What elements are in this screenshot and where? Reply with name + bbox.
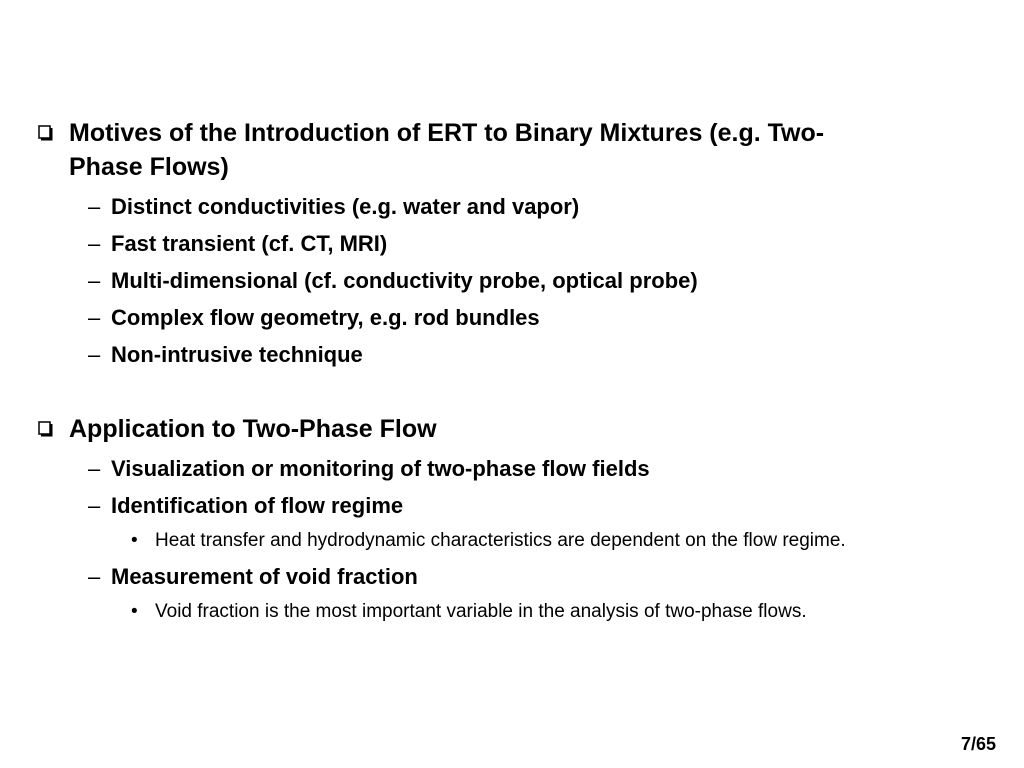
list-item — [0, 487, 1024, 524]
list-item — [0, 262, 1024, 299]
sub-list-item-text: Heat transfer and hydrodynamic characteristics are dependent on the flow regime. — [155, 530, 846, 551]
dash-bullet: – — [88, 305, 101, 330]
page-number: 7/65 — [960, 734, 996, 754]
list-item-text: Measurement of void fraction — [111, 564, 418, 589]
sub-list-item-text: Void fraction is the most important variable in the analysis of two-phase flows. — [155, 601, 807, 622]
list-item-text: Distinct conductivities (e.g. water and vapor) — [111, 194, 580, 219]
list-item — [0, 336, 1024, 373]
heading-text: Application to Two-Phase Flow — [69, 415, 437, 443]
dash-bullet: – — [88, 564, 101, 589]
dash-bullet: – — [88, 231, 101, 256]
dash-bullet: – — [88, 342, 101, 367]
dash-bullet: – — [88, 194, 101, 219]
list-item — [0, 299, 1024, 336]
section-motives — [0, 116, 1024, 373]
heading-line-2: Phase Flows) — [69, 153, 229, 181]
section-application — [0, 412, 1024, 629]
list-item — [0, 225, 1024, 262]
list-item-text: Non-intrusive technique — [111, 342, 363, 367]
list-item — [0, 558, 1024, 595]
list-item — [0, 188, 1024, 225]
heading-line-1: Motives of the Introduction of ERT to Binary Mixtures (e.g. Two- — [69, 119, 825, 147]
dash-bullet: – — [88, 456, 101, 481]
dash-bullet: – — [88, 493, 101, 518]
list-item — [0, 450, 1024, 487]
section-heading — [0, 116, 949, 184]
dash-bullet: – — [88, 268, 101, 293]
dot-bullet: • — [131, 601, 138, 622]
list-item-text: Visualization or monitoring of two-phase flow fields — [111, 456, 650, 481]
checkbox-bullet-icon — [38, 421, 54, 437]
section-heading — [0, 412, 949, 446]
dot-bullet: • — [131, 530, 138, 551]
list-item-text: Identification of flow regime — [111, 493, 404, 518]
checkbox-bullet-icon — [38, 125, 54, 141]
list-item-text: Complex flow geometry, e.g. rod bundles — [111, 305, 540, 330]
list-item-text: Fast transient (cf. CT, MRI) — [111, 231, 388, 256]
list-item-text: Multi-dimensional (cf. conductivity probe, optical probe) — [111, 268, 698, 293]
sub-list-item — [0, 595, 1024, 629]
sub-list-item — [0, 524, 1024, 558]
